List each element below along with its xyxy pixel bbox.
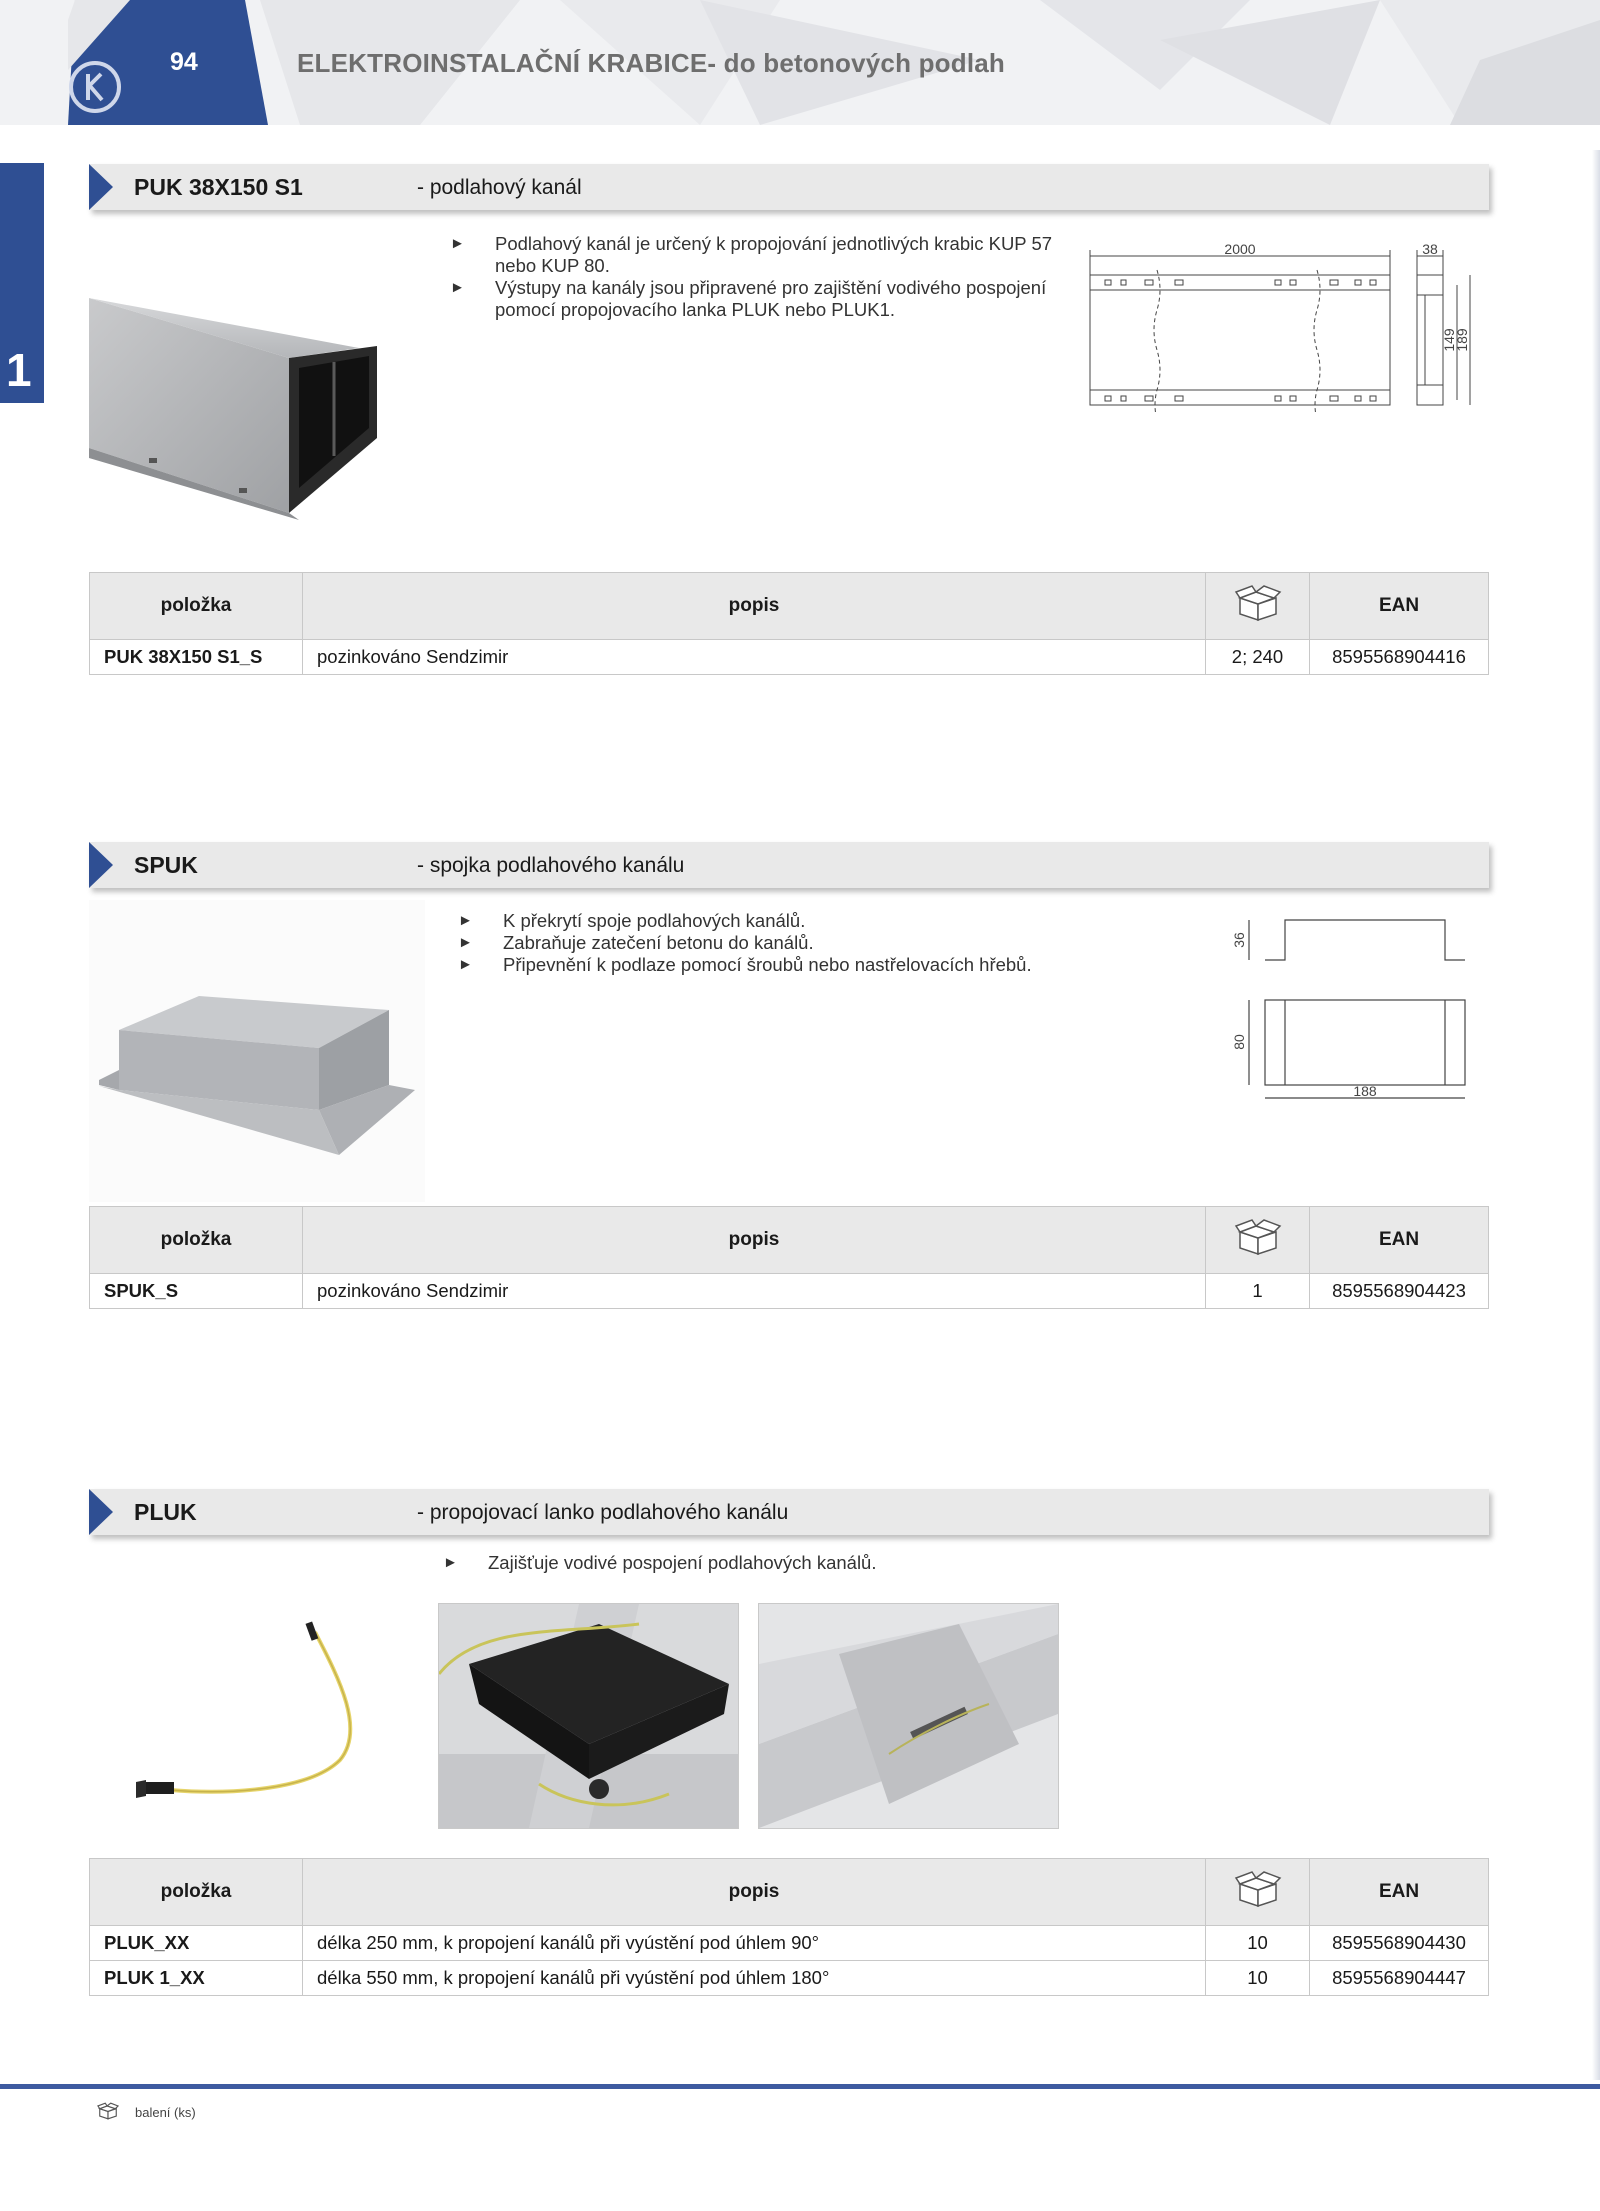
page-number: 94: [170, 48, 198, 76]
section-header-pluk: [89, 1489, 1489, 1535]
triangle-bullet-icon: ►: [458, 912, 473, 929]
column-header-description: popis: [303, 573, 1206, 640]
technical-drawing-puk: [1085, 240, 1485, 412]
table-row: [90, 1926, 1489, 1961]
cell-item: PLUK_XX: [90, 1926, 303, 1961]
triangle-bullet-icon: ►: [450, 279, 465, 296]
cell-description: délka 550 mm, k propojení kanálů při vyústění pod úhlem 180°: [303, 1961, 1206, 1996]
column-header-item: položka: [90, 1207, 303, 1274]
dimension-height-inner: 149: [1441, 328, 1457, 352]
application-photo-box: [438, 1603, 739, 1829]
column-header-package: [1206, 1207, 1310, 1274]
page-edge-shadow: [1592, 150, 1600, 2080]
cell-package: 1: [1206, 1274, 1310, 1309]
column-header-package: [1206, 573, 1310, 640]
table-row: [90, 1961, 1489, 1996]
triangle-bullet-icon: ►: [443, 1554, 458, 1571]
cell-package: 10: [1206, 1926, 1310, 1961]
cell-item: PUK 38X150 S1_S: [90, 640, 303, 675]
chapter-number: 1: [6, 344, 32, 396]
section-header-spuk: [89, 842, 1489, 888]
cell-ean: 8595568904416: [1310, 640, 1489, 675]
triangle-bullet-icon: ►: [458, 934, 473, 951]
list-item: ► K překrytí spoje podlahových kanálů.: [458, 910, 806, 931]
table-row: [90, 640, 1489, 675]
section-arrow-icon: [89, 842, 113, 888]
section-header-puk: [89, 164, 1489, 210]
box-icon: [1234, 1870, 1282, 1908]
cell-ean: 8595568904430: [1310, 1926, 1489, 1961]
dimension-width: 80: [1231, 1034, 1247, 1050]
list-item: ► Připevnění k podlaze pomocí šroubů nebo nastřelovacích hřebů.: [458, 954, 1032, 975]
technical-drawing-spuk: [1225, 910, 1475, 1110]
list-item: ► Zajišťuje vodivé pospojení podlahových kanálů.: [443, 1552, 877, 1573]
section-arrow-icon: [89, 164, 113, 210]
product-photo-spuk: [89, 900, 425, 1202]
box-icon: [97, 2102, 119, 2120]
footer-divider: [0, 2084, 1600, 2089]
cell-description: pozinkováno Sendzimir: [303, 640, 1206, 675]
column-header-ean: EAN: [1310, 1207, 1489, 1274]
product-table-puk: [89, 572, 1489, 675]
box-icon: [1234, 584, 1282, 622]
product-table-pluk: [89, 1858, 1489, 1996]
k-logo-icon: [68, 60, 122, 114]
section-name: - spojka podlahového kanálu: [417, 854, 685, 877]
column-header-ean: EAN: [1310, 1859, 1489, 1926]
column-header-item: položka: [90, 573, 303, 640]
cell-ean: 8595568904423: [1310, 1274, 1489, 1309]
column-header-description: popis: [303, 1859, 1206, 1926]
triangle-bullet-icon: ►: [450, 235, 465, 252]
cell-ean: 8595568904447: [1310, 1961, 1489, 1996]
page-title: ELEKTROINSTALAČNÍ KRABICE- do betonových podlah: [297, 48, 1006, 78]
section-code: PUK 38X150 S1: [134, 174, 303, 200]
cell-package: 10: [1206, 1961, 1310, 1996]
cell-package: 2; 240: [1206, 640, 1310, 675]
application-photo-joint: [758, 1603, 1059, 1829]
section-name: - propojovací lanko podlahového kanálu: [417, 1501, 789, 1524]
bullet-list-pluk: [443, 1552, 1063, 1574]
list-item: ► Zabraňuje zatečení betonu do kanálů.: [458, 932, 814, 953]
column-header-description: popis: [303, 1207, 1206, 1274]
list-item: ► Podlahový kanál je určený k propojování jednotlivých krabic KUP 57 nebo KUP 80.: [450, 233, 1053, 276]
dimension-length: 2000: [1224, 241, 1256, 257]
dimension-height-outer: 189: [1454, 328, 1470, 352]
triangle-bullet-icon: ►: [458, 956, 473, 973]
cell-description: pozinkováno Sendzimir: [303, 1274, 1206, 1309]
dimension-width: 38: [1422, 241, 1438, 257]
table-row: [90, 1274, 1489, 1309]
column-header-package: [1206, 1859, 1310, 1926]
box-icon: [1234, 1218, 1282, 1256]
section-arrow-icon: [89, 1489, 113, 1535]
chapter-tab: [0, 163, 44, 403]
dimension-height: 36: [1231, 932, 1247, 948]
dimension-length: 188: [1353, 1083, 1377, 1099]
list-item: ► Výstupy na kanály jsou připravené pro zajištění vodivého pospojení pomocí propojovacího lanka PLUK nebo PLUK1.: [450, 277, 1047, 320]
section-code: SPUK: [134, 852, 198, 878]
product-table-spuk: [89, 1206, 1489, 1309]
column-header-item: položka: [90, 1859, 303, 1926]
section-name: - podlahový kanál: [417, 176, 582, 199]
column-header-ean: EAN: [1310, 573, 1489, 640]
cell-item: SPUK_S: [90, 1274, 303, 1309]
section-code: PLUK: [134, 1499, 197, 1525]
package-legend: balení (ks): [135, 2105, 196, 2120]
cell-description: délka 250 mm, k propojení kanálů při vyústění pod úhlem 90°: [303, 1926, 1206, 1961]
product-photo-pluk-cable: [130, 1620, 370, 1810]
bullet-list-spuk: [458, 910, 1078, 976]
company-logo: [68, 60, 122, 114]
bullet-list-puk: [450, 233, 1070, 321]
product-photo-puk: [89, 288, 389, 520]
cell-item: PLUK 1_XX: [90, 1961, 303, 1996]
